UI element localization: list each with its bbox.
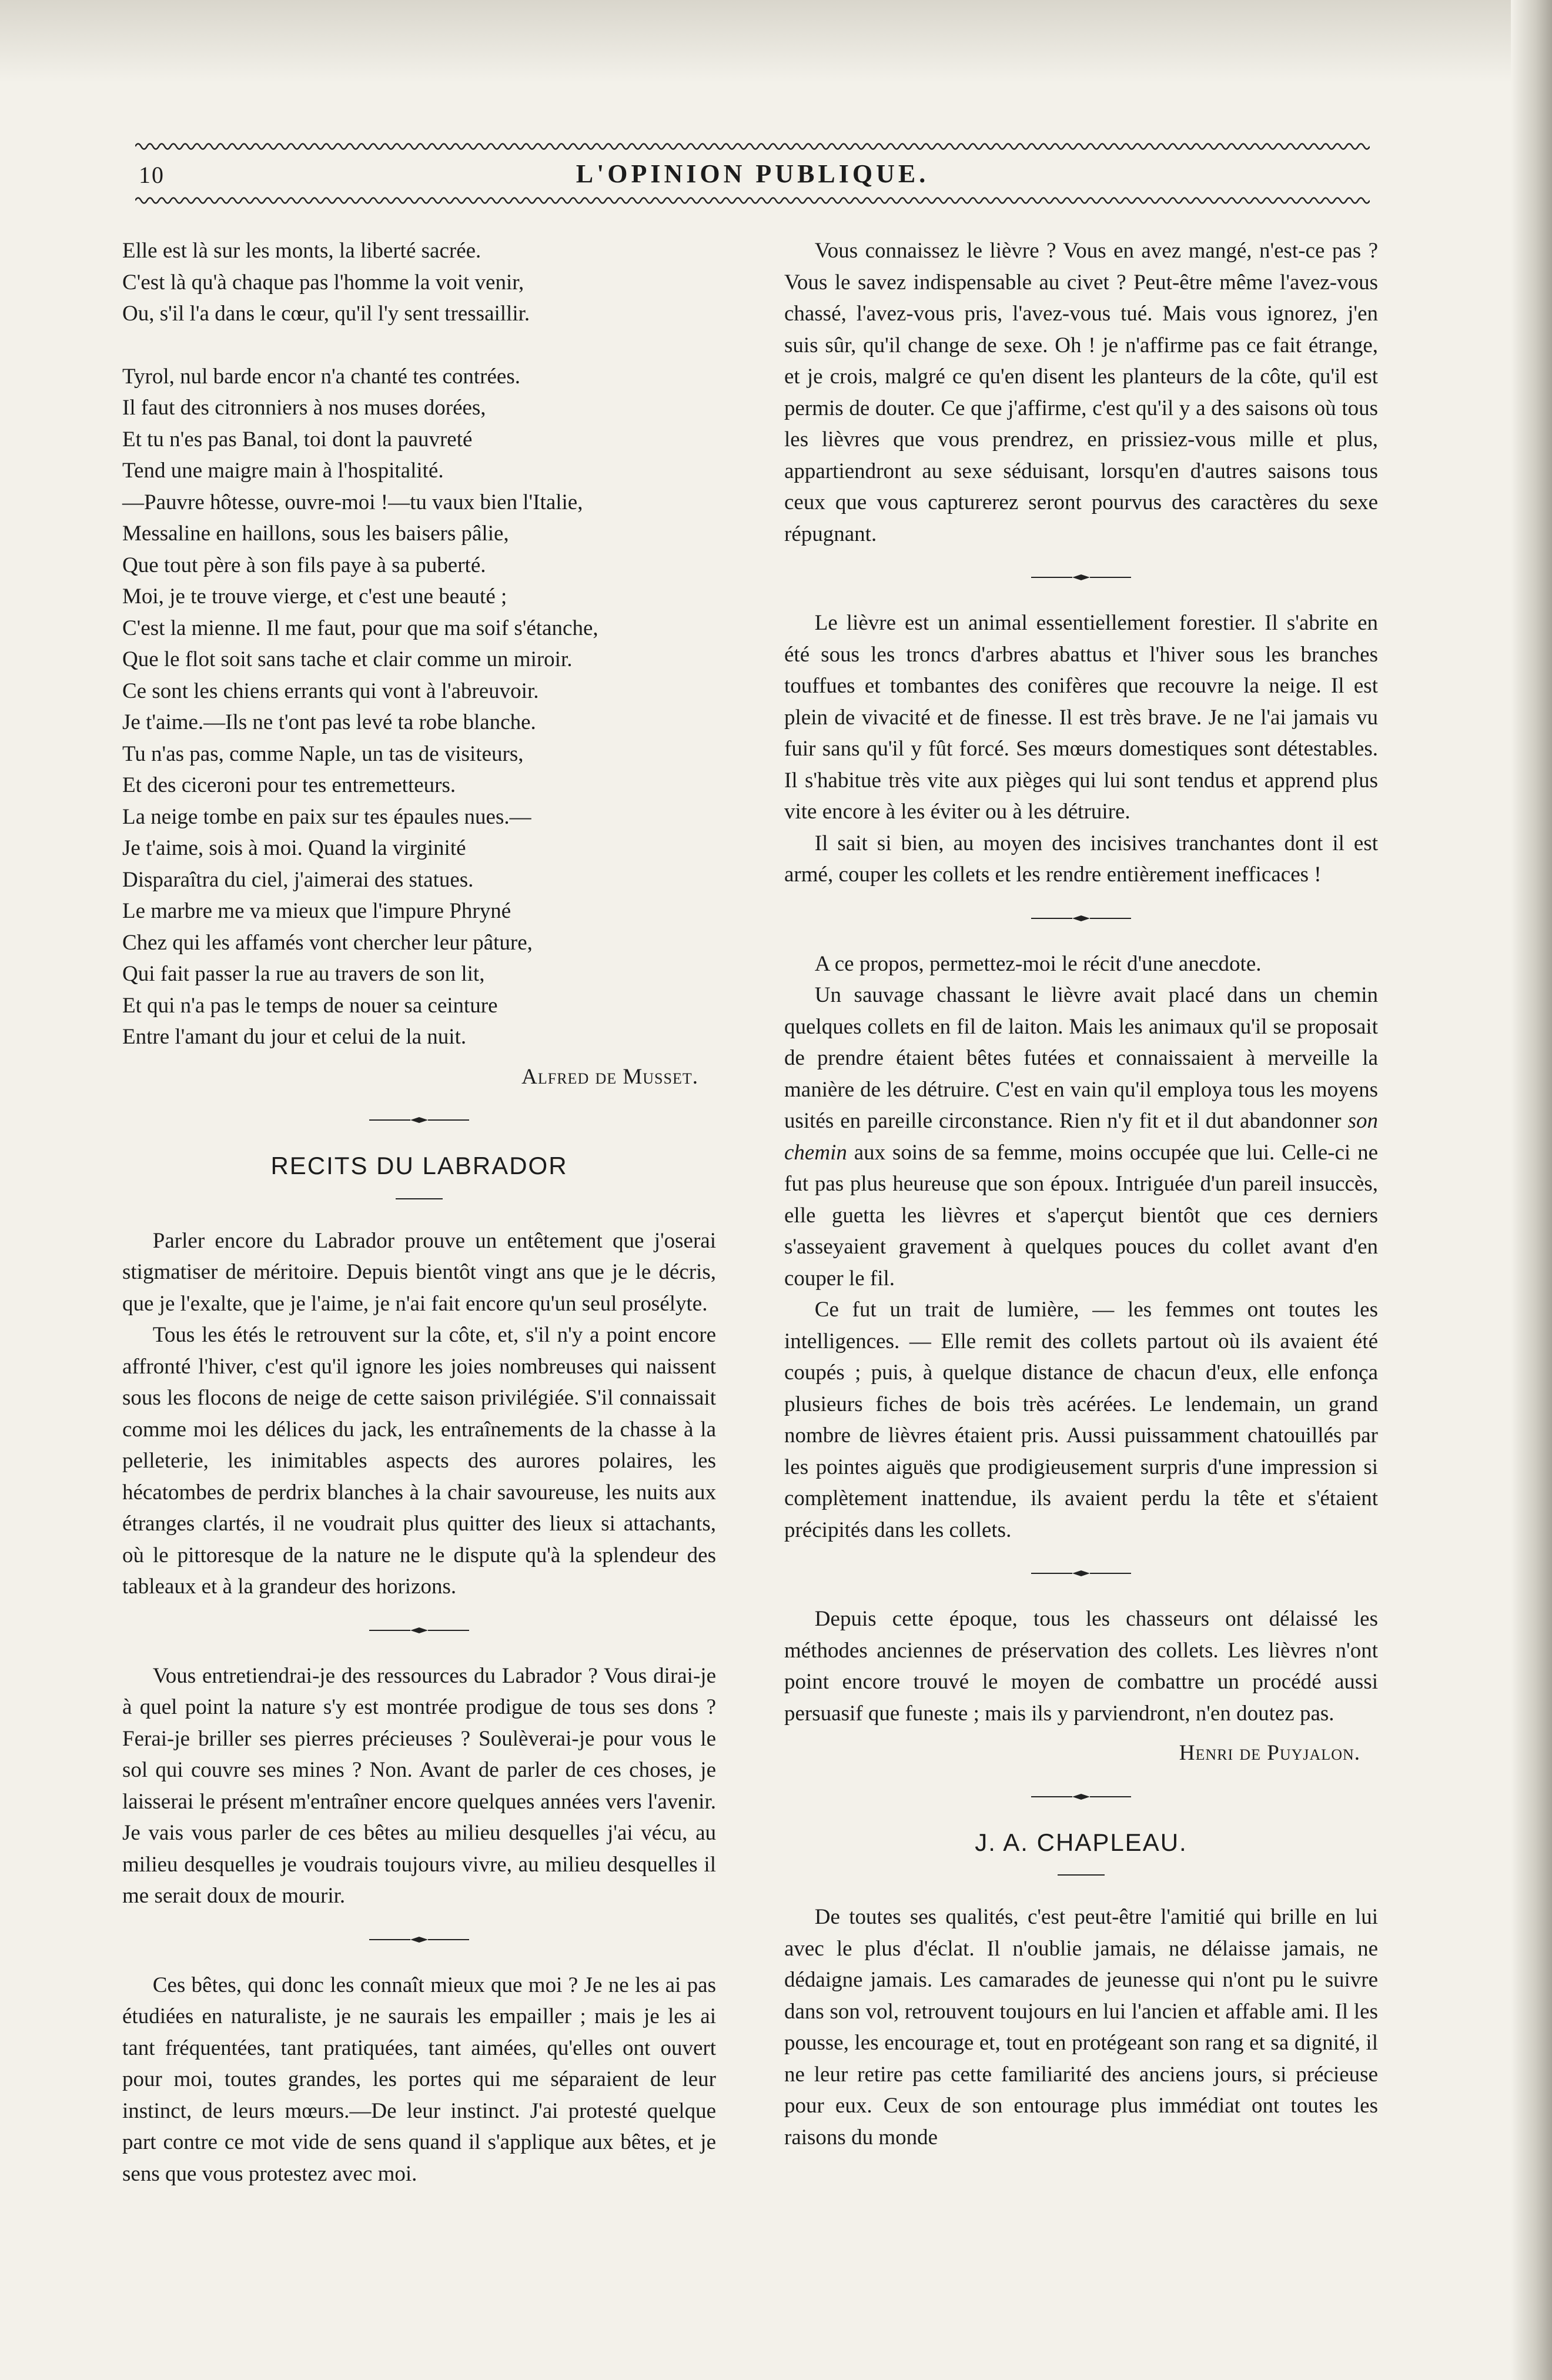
page-binding-edge (1511, 0, 1552, 2380)
paragraph: A ce propos, permettez-moi le récit d'une anecdote. (814, 951, 1262, 976)
poem (122, 235, 716, 1053)
poem-verse: Entre l'amant du jour et celui de la nuit. (122, 1025, 467, 1049)
section-divider-ornament (369, 1936, 469, 1944)
poem-verse: Tu n'as pas, comme Naple, un tas de visiteurs, (122, 741, 524, 766)
paragraph: Vous entretiendrai-je des ressources du Labrador ? Vous dirai-je à quel point la nature s'y est montrée prodigue de tous ses dons ? Ferai-je briller ses pierres précieuses ? Soulèverai-je pour vous le sol qui couvre ses mines ? Non. Avant de parler de ces choses, je laisserai le présent m'entraîner encore quelques années vers l'avenir. Je vais vous parler de ces bêtes au milieu desquelles j'ai vécu, au milieu desquelles je voudrais toujours vivre, au milieu desquelles il me serait doux de mourir. (122, 1663, 716, 1908)
page-top-edge (0, 0, 1552, 82)
poem-verse: Et tu n'es pas Banal, toi dont la pauvreté (122, 427, 473, 452)
poem-verse: Ou, s'il l'a dans le cœur, qu'il l'y sent tressaillir. (122, 302, 530, 326)
poem-verse: Tend une maigre main à l'hospitalité. (122, 459, 444, 483)
paragraph: Tous les étés le retrouvent sur la côte, et, s'il n'y a point encore affronté l'hiver, c'est qu'il ignore les joies nombreuses qui naissent sous les flocons de neige de cette saison privilégiée. S'il connaissait comme moi les délices du jack, les entraînements de la chasse à la pelleterie, les inimitables aspects des aurores polaires, les hécatombes de perdrix blanches à la chair savoureuse, les nuits aux étranges clartés, il ne voudrait plus quitter des lieux si attachants, où le pittoresque de la nature ne le dispute qu'à la splendeur des tableaux et à la grandeur des horizons. (122, 1323, 716, 1599)
article-signature: Henri de Puyjalon. (1179, 1741, 1360, 1765)
poem-verse: Ce sont les chiens errants qui vont à l'abreuvoir. (122, 678, 539, 703)
section-divider-ornament (1031, 1793, 1131, 1801)
header-bottom-wavy-rule (135, 195, 1370, 206)
section-divider-ornament (1031, 1569, 1131, 1577)
section-title-recits: RECITS DU LABRADOR (270, 1152, 568, 1179)
paragraph: Parler encore du Labrador prouve un entêtement que j'oserai stigmatiser de méritoire. Depuis bientôt vingt ans que je le décris, que je l'exalte, que je l'aime, je n'ai fait encore qu'un seul prosélyte. (122, 1228, 716, 1316)
poem-signature: Alfred de Musset. (521, 1064, 698, 1089)
title-rule (1058, 1874, 1105, 1876)
page-header (135, 141, 1370, 206)
paragraph: Depuis cette époque, tous les chasseurs ont délaissé les méthodes anciennes de préservation des collets. Les lièvres n'ont point encore trouvé le moyen de combattre un procédé aussi persuasif que funeste ; mais ils y parviendront, n'en doutez pas. (784, 1607, 1378, 1726)
poem-verse: Il faut des citronniers à nos muses dorées, (122, 396, 486, 420)
poem-verse: Que tout père à son fils paye à sa puberté. (122, 553, 486, 577)
header-top-wavy-rule (135, 141, 1370, 152)
poem-verse: Le marbre me va mieux que l'impure Phryné (122, 899, 511, 923)
text-run: aux soins de sa femme, moins occupée que lui. Celle-ci ne fut pas plus heureuse que son époux. Intriguée d'un pareil insuccès, elle guetta les lièvres et s'aperçut bientôt que ces derniers s'asseyaient gravement à quelques pouces du collet avant d'en couper le fil. (784, 1140, 1378, 1291)
paragraph: Ce fut un trait de lumière, — les femmes ont toutes les intelligences. — Elle remit des collets partout où ils avaient été coupés ; puis, à quelque distance de chacun d'eux, elle enfonça plusieurs fiches de bois très acérées. Le lendemain, un grand nombre de lièvres étaient pris. Aussi puissamment chatouillés par les pointes aiguës que prodigieusement surpris d'une impression si complètement inattendue, ils avaient perdu la tête et s'étaient précipités dans les collets. (784, 1298, 1378, 1542)
poem-verse: Moi, je te trouve vierge, et c'est une beauté ; (122, 584, 507, 609)
poem-verse: Je t'aime, sois à moi. Quand la virginité (122, 836, 466, 860)
paragraph: De toutes ses qualités, c'est peut-être l'amitié qui brille en lui avec le plus d'éclat. Il n'oublie jamais, ne délaisse jamais, ne dédaigne jamais. Les camarades de jeunesse qui n'ont pu le suivre dans son vol, retrouvent toujours en lui l'ancien et affable ami. Il les pousse, les encourage et, tout en protégeant son rang et sa dignité, il ne leur retire pas cette familiarité des anciens jours, si précieuse pour eux. Ceux de son entourage plus immédiat ont toutes les raisons du monde (784, 1905, 1378, 2150)
section-title-chapleau: J. A. CHAPLEAU. (975, 1828, 1188, 1856)
italic-text: son chemin (784, 1109, 1378, 1165)
poem-verse: Elle est là sur les monts, la liberté sacrée. (122, 239, 481, 263)
poem-verse: Disparaîtra du ciel, j'aimerai des statues. (122, 867, 474, 892)
right-column (784, 235, 1378, 2328)
poem-verse: Messaline en haillons, sous les baisers pâlie, (122, 522, 509, 546)
poem-verse: —Pauvre hôtesse, ouvre-moi !—tu vaux bien l'Italie, (122, 490, 583, 514)
poem-verse: Que le flot soit sans tache et clair comme un miroir. (122, 647, 573, 671)
section-divider-ornament (1031, 573, 1131, 581)
poem-verse: Chez qui les affamés vont chercher leur pâture, (122, 930, 533, 955)
section-divider-ornament (369, 1626, 469, 1634)
poem-verse: Je t'aime.—Ils ne t'ont pas levé ta robe blanche. (122, 710, 536, 734)
poem-verse: Et qui n'a pas le temps de nouer sa ceinture (122, 993, 498, 1018)
poem-verse: C'est là qu'à chaque pas l'homme la voit venir, (122, 270, 524, 295)
poem-verse: Et des ciceroni pour tes entremetteurs. (122, 773, 456, 797)
text-run: Un sauvage chassant le lièvre avait placé dans un chemin quelques collets en fil de laiton. Mais les animaux qu'il se proposait de prendre étaient bêtes futées et connaissaient à merveille la manière de les détruire. C'est en vain qu'il employa tous les moyens usités en pareille circonstance. Rien n'y fit et il dut abandonner (784, 983, 1378, 1133)
title-rule (396, 1198, 443, 1199)
poem-verse: Qui fait passer la rue au travers de son lit, (122, 962, 485, 986)
poem-verse: C'est la mienne. Il me faut, pour que ma soif s'étanche, (122, 616, 598, 640)
paragraph: Vous connaissez le lièvre ? Vous en avez mangé, n'est-ce pas ? Vous le savez indispensable au civet ? Peut-être même l'avez-vous chassé, l'avez-vous pris, l'avez-vous tué. Mais vous ignorez, j'en suis sûr, qu'il change de sexe. Oh ! je n'affirme pas ce fait étrange, et je crois, malgré ce qu'en disent les planteurs de la côte, qu'il est permis de douter. Ce que j'affirme, c'est qu'il y a des saisons où tous les lièvres que vous prendrez, en prissiez-vous mille et plus, appartiendront au sexe séduisant, lorsqu'en d'autres saisons tous ceux que vous capturerez seront pourvus des caractères du sexe répugnant. (784, 239, 1378, 546)
poem-verse: La neige tombe en paix sur tes épaules nues.— (122, 804, 531, 829)
stanza-break (122, 330, 716, 361)
journal-title: L'OPINION PUBLIQUE. (576, 159, 929, 188)
section-divider-ornament (369, 1116, 469, 1124)
paragraph: Le lièvre est un animal essentiellement forestier. Il s'abrite en été sous les troncs d'arbres abattus et l'hiver sous les branches touffues et tombantes des conifères que recouvre la neige. Il est plein de vivacité et de finesse. Il est très brave. Je ne l'ai jamais vu fuir sans qu'il y fût forcé. Ses mœurs domestiques sont détestables. Il s'habitue très vite aux pièges qui lui sont tendus et apprend plus vite encore à les éviter ou à les détruire. (784, 611, 1378, 824)
page-number: 10 (139, 162, 165, 188)
paragraph: Il sait si bien, au moyen des incisives tranchantes dont il est armé, couper les collets et les rendre entièrement inefficaces ! (784, 831, 1378, 887)
section-divider-ornament (1031, 914, 1131, 922)
paragraph: Ces bêtes, qui donc les connaît mieux que moi ? Je ne les ai pas étudiées en naturaliste, je ne saurais les empailler ; mais je les ai tant fréquentées, tant pratiquées, tant aimées, qu'elles ont ouvert pour moi, toutes grandes, les portes qui me séparaient de leur instinct, de leurs mœurs.—De leur instinct. J'ai protesté quelque part contre ce mot vide de sens quand il s'applique aux bêtes, et je sens que vous protestez avec moi. (122, 1973, 716, 2186)
left-column (122, 235, 716, 2328)
paragraph (784, 980, 1378, 1294)
poem-verse: Tyrol, nul barde encor n'a chanté tes contrées. (122, 364, 520, 389)
